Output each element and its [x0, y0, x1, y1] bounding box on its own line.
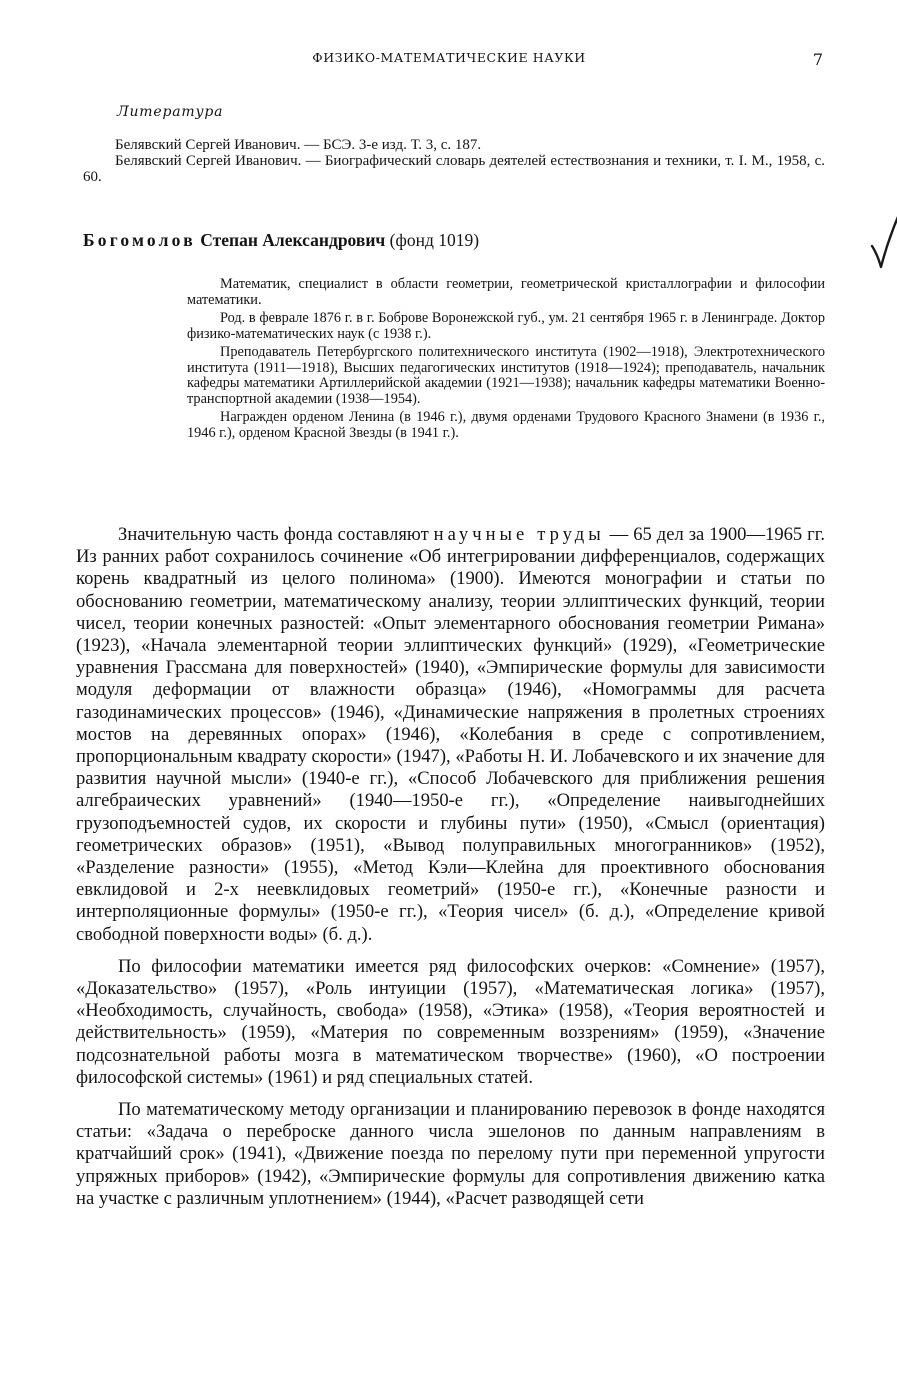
handwritten-checkmark-icon [869, 210, 897, 270]
body-paragraph-start: Значительную часть фонда составляют [118, 524, 434, 545]
body-paragraph: По математическому методу организации и планированию перевозок в фонде находятся статьи: «Задача о переброске данного числа эшелонов по данным направлениям в кратчайший срок» (1941), «Движение поезда по перелому пути при переменной упругости упряжных приборов» (1942), «Эмпирические формулы для сопротивления движению катка на участке с различным уплотнением» (1944), «Расчет разводящей сети [76, 1099, 825, 1209]
section-title: ФИЗИКО-МАТЕМАТИЧЕСКИЕ НАУКИ [312, 50, 586, 65]
literature-list [83, 137, 825, 185]
body-paragraph: По философии математики имеется ряд философских очерков: «Сомнение» (1957), «Доказательство» (1957), «Роль интуиции (1957), «Математическая логика» (1957), «Необходимость, случайность, свобода» (1958), «Этика» (1958), «Теория вероятностей и действительность» (1959), «Материя по современным воззрениям» (1959), «Значение подсознательной работы мозга в математическом творчестве» (1960), «О построении философской системы» (1961) и ряд специальных статей. [76, 955, 825, 1088]
fund-description [76, 524, 825, 1220]
person-given-names: Степан Александрович [200, 230, 386, 250]
person-heading [83, 230, 643, 251]
body-paragraph-rest: — 65 дел за 1900—1965 гг. Из ранних работ сохранилось сочинение «Об интегрировании дифференциалов, содержащих корень квадратный из целого полинома» (1900). Имеются монографии и статьи по обоснованию геометрии, математическому анализу, теории эллиптических функций, теории чисел, теории конечных разностей: «Опыт элементарного обоснования геометрии Римана» (1923), «Начала элементарной теории эллиптических функций» (1929), «Геометрические уравнения Грассмана для поверхностей» (1940), «Эмпирические формулы для зависимости модуля деформации от влажности образца» (1946), «Номограммы для расчета газодинамических процессов» (1946), «Динамические напряжения в пролетных строениях мостов на деревянных опорах» (1946), «Колебания в среде с сопротивлением, пропорциональным квадрату скорости» (1947), «Работы Н. И. Лобачевского и их значение для развития научной мысли» (1940-е гг.), «Способ Лобачевского для приближения решения алгебраических уравнений» (1940—1950-е гг.), «Определение наивыгоднейших грузоподъемностей судов, их скорости и глубины пути» (1950), «Смысл (ориентация) геометрических образов» (1951), «Вывод полуправильных многогранников» (1952), «Разделение разности» (1955), «Метод Кэли—Клейна для проективного обоснования евклидовой и 2-х неевклидовых геометрий» (1950-е гг.), «Конечные разности и интерполяционные формулы» (1950-е гг.), «Теория чисел» (б. д.), «Определение кривой свободной поверхности воды» (б. д.). [76, 524, 825, 945]
biography-block [187, 277, 825, 444]
literature-heading: Литература [117, 104, 224, 120]
person-surname: Богомолов [83, 230, 196, 250]
body-paragraph [76, 524, 825, 946]
bio-paragraph: Род. в феврале 1876 г. в г. Боброве Воронежской губ., ум. 21 сентября 1965 г. в Ленинграде. Доктор физико-математических наук (с 1938 г.). [187, 309, 825, 342]
literature-entry: Белявский Сергей Иванович. — Биографический словарь деятелей естествознания и техники, т. I. М., 1958, с. 60. [83, 153, 825, 185]
running-head [75, 50, 823, 70]
fund-number: (фонд 1019) [389, 230, 480, 250]
bio-paragraph: Преподаватель Петербургского политехнического института (1902—1918), Электротехнического института (1911—1918), Высших педагогических институтов (1918—1924); преподаватель, начальник кафедры математики Артиллерийской академии (1921—1938); начальник кафедры математики Военно-транспортной академии (1938—1954). [187, 343, 825, 408]
page-number: 7 [812, 50, 823, 69]
bio-paragraph: Награжден орденом Ленина (в 1946 г.), двумя орденами Трудового Красного Знамени (в 1936 г., 1946 г.), орденом Красной Звезды (в 1941 г.). [187, 409, 825, 442]
literature-entry: Белявский Сергей Иванович. — БСЭ. 3-е изд. Т. 3, с. 187. [115, 137, 482, 153]
bio-paragraph: Математик, специалист в области геометрии, геометрической кристаллографии и философии математики. [187, 276, 825, 308]
emphasized-term: научные труды [433, 524, 605, 545]
